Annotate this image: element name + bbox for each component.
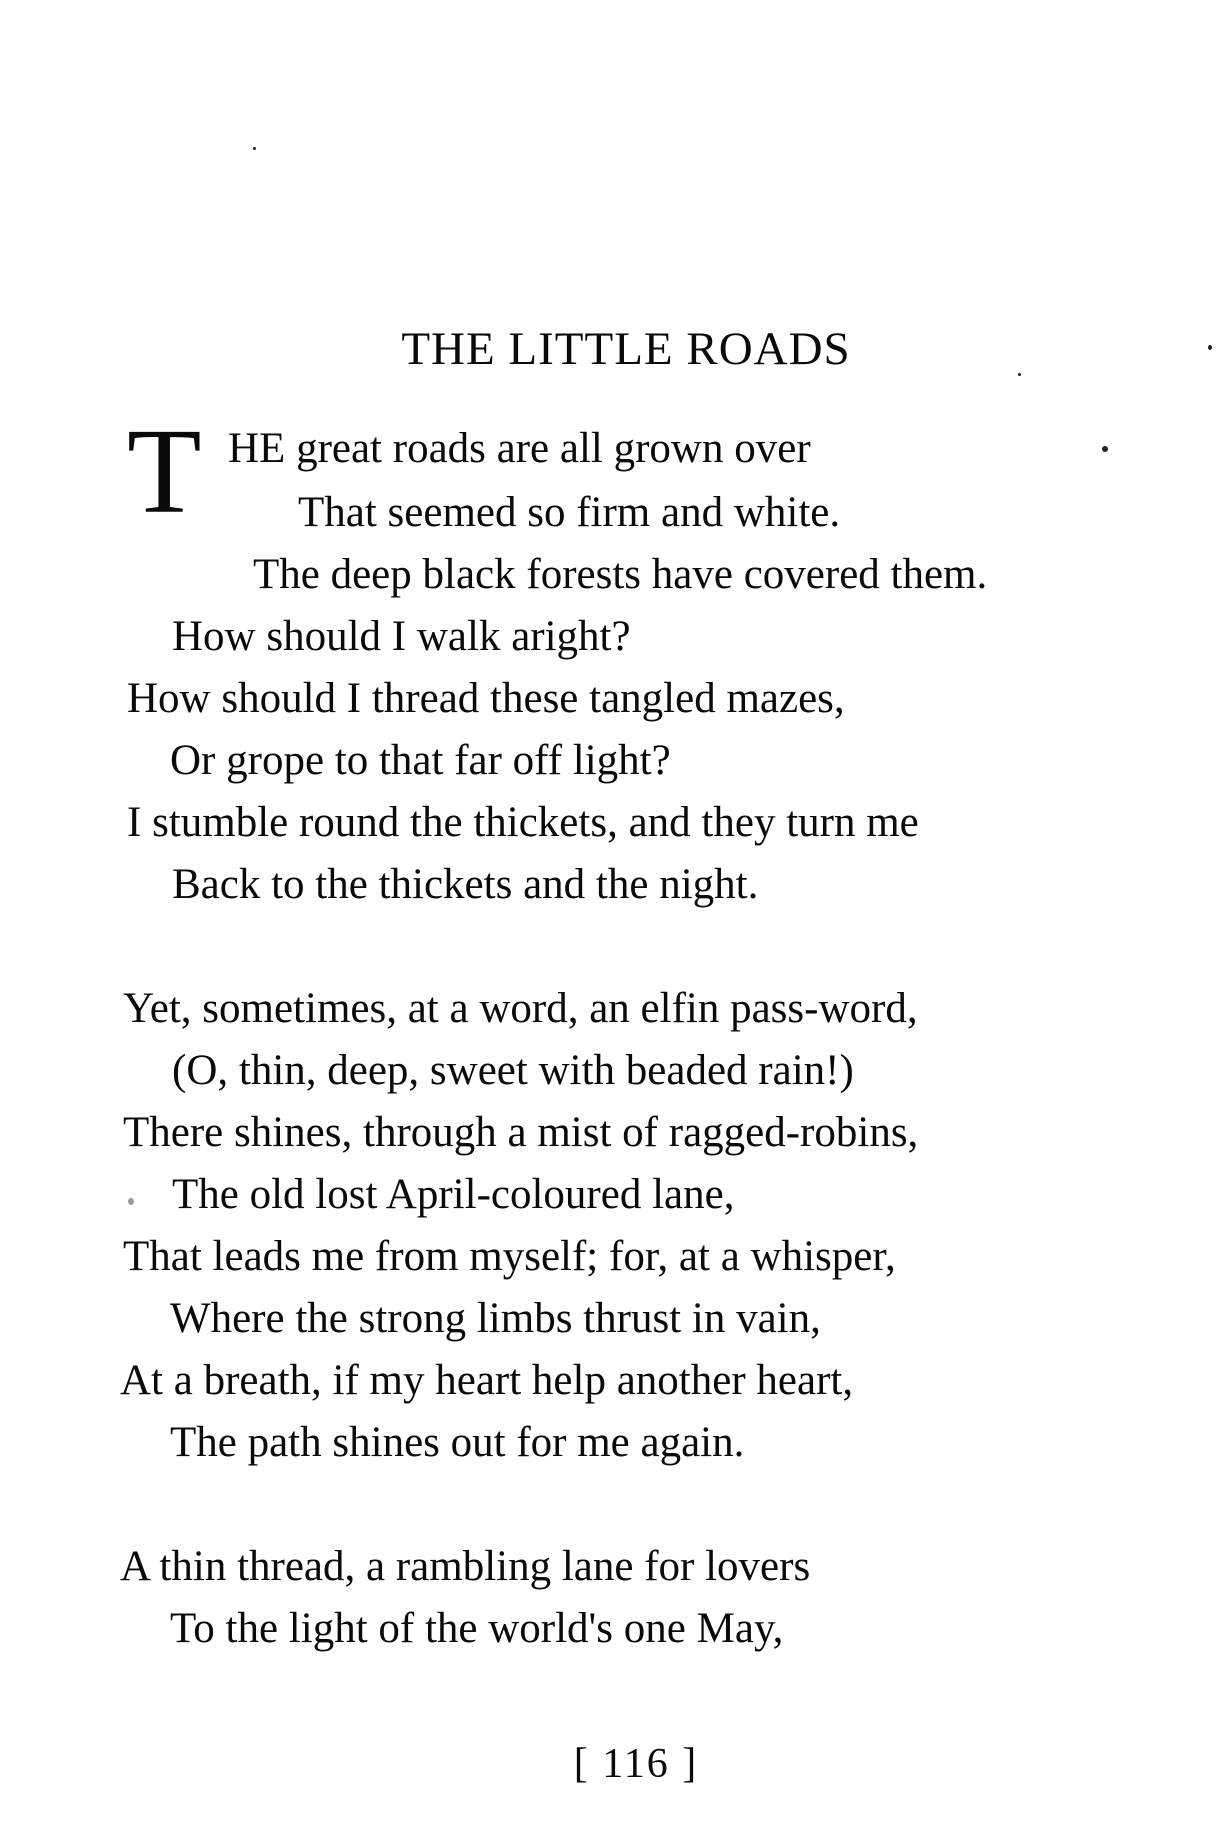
poem-line: Back to the thickets and the night. bbox=[172, 861, 759, 908]
poem-line: (O, thin, deep, sweet with beaded rain!) bbox=[172, 1047, 854, 1094]
poem-line: HE great roads are all grown over bbox=[228, 425, 811, 472]
poem-line: Where the strong limbs thrust in vain, bbox=[170, 1295, 821, 1342]
poem-line: The old lost April-coloured lane, bbox=[172, 1171, 735, 1218]
scan-speck bbox=[128, 1198, 134, 1205]
poem-line: I stumble round the thickets, and they turn me bbox=[127, 799, 919, 846]
drop-cap: T bbox=[127, 404, 202, 539]
page-number: [ 116 ] bbox=[573, 1741, 699, 1787]
poem-line: How should I walk aright? bbox=[172, 613, 631, 660]
poem-line: Yet, sometimes, at a word, an elfin pass-word, bbox=[123, 985, 918, 1032]
poem-line: A thin thread, a rambling lane for lovers bbox=[120, 1543, 811, 1590]
poem-line: How should I thread these tangled mazes, bbox=[127, 675, 845, 722]
poem-line: That seemed so firm and white. bbox=[298, 489, 841, 536]
scan-speck bbox=[1208, 345, 1212, 350]
poem-line: To the light of the world's one May, bbox=[170, 1605, 784, 1652]
scan-speck bbox=[1102, 446, 1108, 452]
poem-line: That leads me from myself; for, at a whisper, bbox=[123, 1233, 896, 1280]
poem-line: Or grope to that far off light? bbox=[170, 737, 671, 784]
scan-speck bbox=[1018, 373, 1021, 376]
poem-title: THE LITTLE ROADS bbox=[401, 323, 851, 375]
poem-line: The deep black forests have covered them. bbox=[253, 551, 988, 598]
poem-line: The path shines out for me again. bbox=[170, 1419, 745, 1466]
poem-line: At a breath, if my heart help another heart, bbox=[120, 1357, 854, 1404]
scan-speck bbox=[253, 147, 256, 150]
poem-line: There shines, through a mist of ragged-robins, bbox=[123, 1109, 919, 1156]
